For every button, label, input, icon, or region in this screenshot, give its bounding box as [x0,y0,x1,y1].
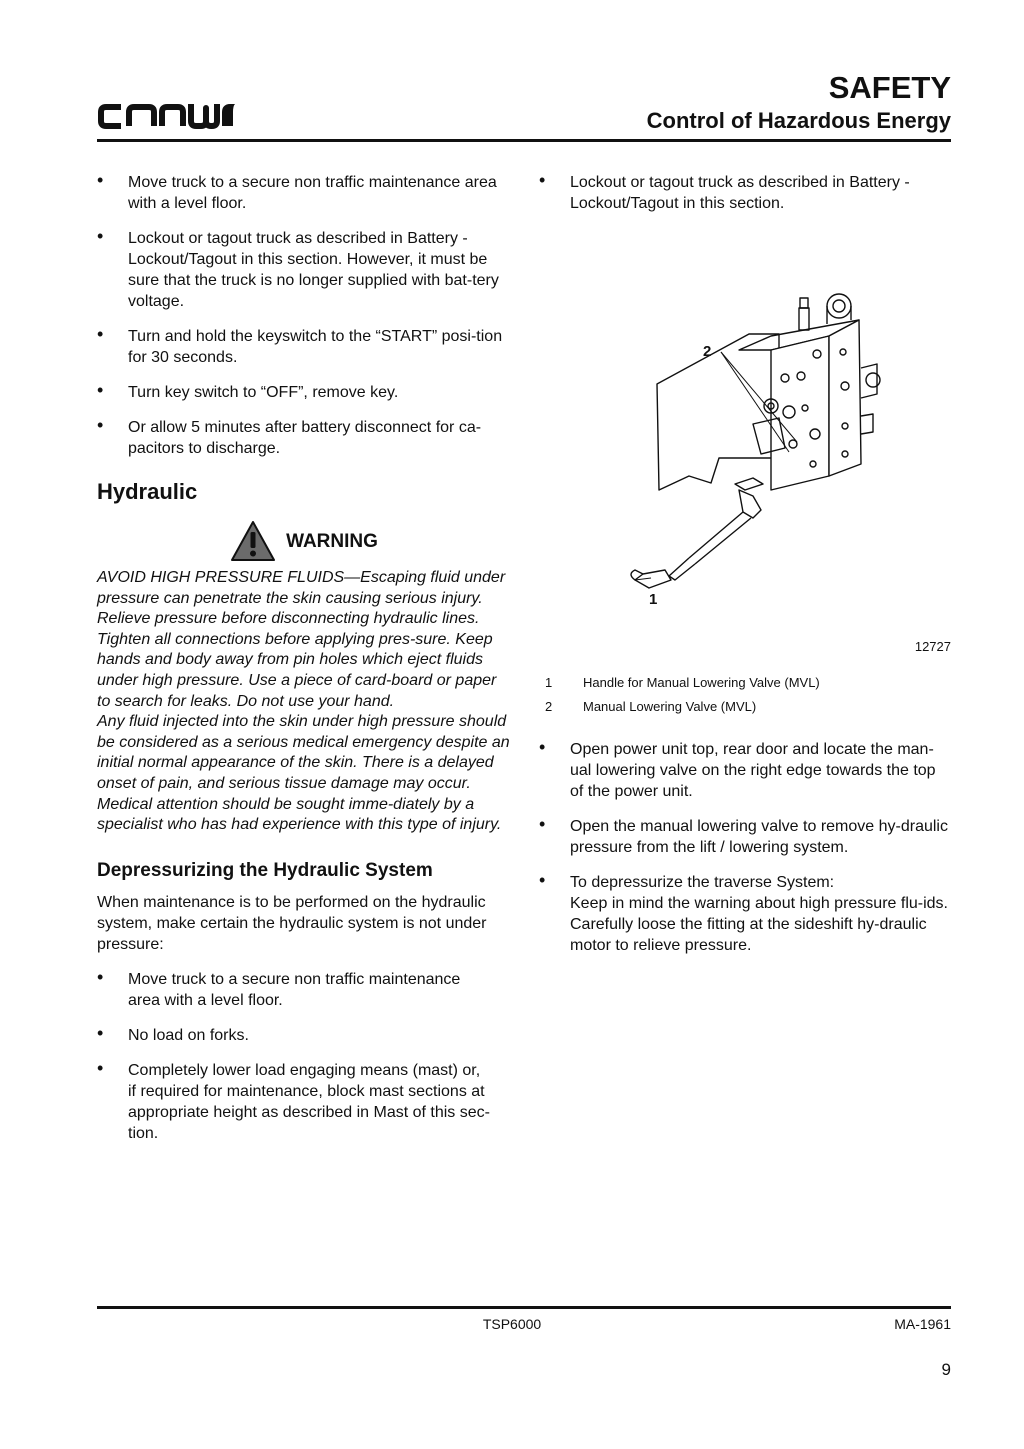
section-subtitle: Control of Hazardous Energy [646,108,951,133]
manual-lowering-valve-illustration [539,228,951,608]
list-item: • Turn and hold the keyswitch to the “START” posi-tion for 30 seconds. [97,326,511,368]
right-column [539,172,951,970]
list-item: • Open the manual lowering valve to remove hy-draulic pressure from the lift / lowering system. [539,816,951,858]
figure-captions [539,671,951,719]
bullet-list-bottom [97,969,511,1144]
figure-number: 12727 [914,639,951,654]
footer-rule [97,1306,951,1309]
bullet-list-right [539,739,951,956]
list-item: • Lockout or tagout truck as described in Battery - Lockout/Tagout in this section. [539,172,951,214]
warning-header [97,520,511,562]
footer-model: TSP6000 [482,1316,542,1332]
warning-label: WARNING [286,530,378,552]
list-item: • Or allow 5 minutes after battery disconnect for ca-pacitors to discharge. [97,417,511,459]
warning-text: AVOID HIGH PRESSURE FLUIDS—Escaping fluid under pressure can penetrate the skin causing serious injury. Relieve pressure before disconnecting hydraulic lines. Tighten all connections before applying pres-sure. Keep hands and body away from pin holes which eject fluids under high pressure. Use a piece of card-board or paper to search for leaks. Do not use your hand. [97,569,506,710]
caption-row: 2 Manual Lowering Valve (MVL) [545,699,757,714]
list-item: • No load on forks. [97,1025,511,1046]
page-header [97,60,951,142]
valve-figure [539,228,951,654]
hydraulic-heading: Hydraulic [97,479,198,504]
footer-doc-number: MA-1961 [894,1316,951,1332]
depressurizing-intro: When maintenance is to be performed on the hydraulic system, make certain the hydraulic system is not under pressure: [97,893,487,953]
callout-2: 2 [703,343,712,360]
warning-text-continued: Any fluid injected into the skin under high pressure should be considered as a serious medical emergency despite an initial normal appearance of the skin. There is a delayed onset of pain, and serious tissue damage may occur. Medical attention should be sought imme-diately by a specialist who has had experience with this type of injury. [97,713,510,834]
list-item: • Lockout or tagout truck as described in Battery - Lockout/Tagout in this section. However, it must be sure that the truck is no longer supplied with bat-tery voltage. [97,228,511,312]
list-item: • Turn key switch to “OFF”, remove key. [97,382,511,403]
list-item: • To depressurize the traverse System: Keep in mind the warning about high pressure flu-ids. Carefully loose the fitting at the sideshift hy-draulic motor to relieve pressure. [539,872,951,956]
section-title: SAFETY [828,70,951,105]
callout-1: 1 [649,591,658,608]
warning-triangle-icon [230,520,276,562]
left-column [97,172,511,1158]
list-item: • Completely lower load engaging means (mast) or, if required for maintenance, block mast sections at appropriate height as described in Mast of this sec-tion. [97,1060,511,1144]
list-item: • Move truck to a secure non traffic maintenance area with a level floor. [97,969,511,1011]
bullet-list-top [97,172,511,459]
list-item: • Open power unit top, rear door and locate the man-ual lowering valve on the right edge towards the top of the power unit. [539,739,951,802]
crown-logo [97,100,237,132]
page-number: 9 [941,1360,951,1379]
bullet-list-right-top [539,172,951,214]
list-item: • Move truck to a secure non traffic maintenance area with a level floor. [97,172,511,214]
caption-row: 1 Handle for Manual Lowering Valve (MVL) [545,675,820,690]
depressurizing-heading: Depressurizing the Hydraulic System [97,859,433,881]
